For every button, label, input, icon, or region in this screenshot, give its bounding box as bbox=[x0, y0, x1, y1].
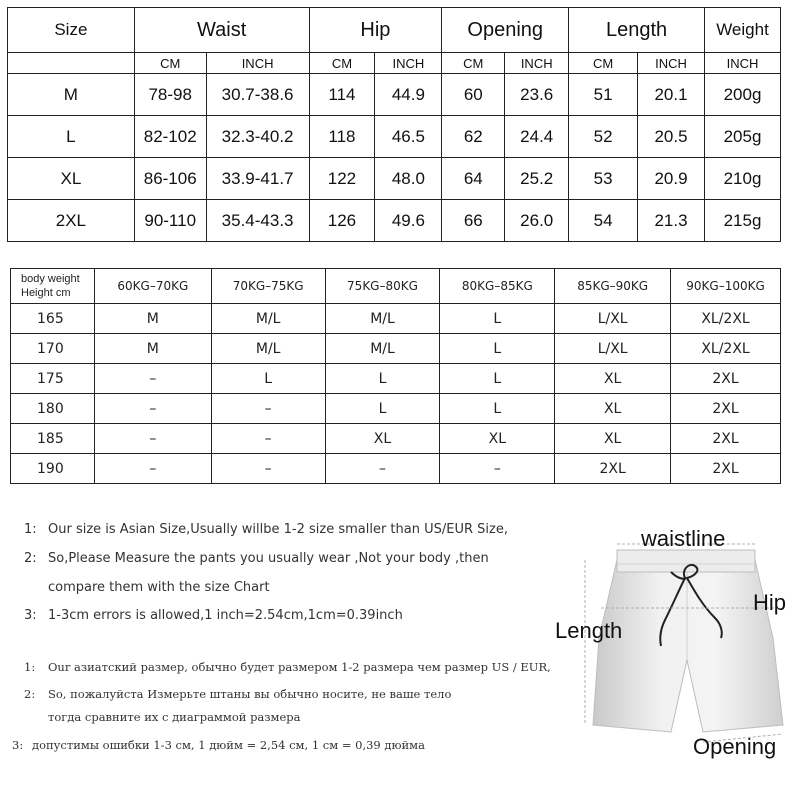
recommended-size-cell: L bbox=[440, 304, 555, 334]
weight-range-header: 60KG–70KG bbox=[94, 269, 211, 304]
unit-cell: INCH bbox=[638, 53, 705, 74]
measurement-cell: 48.0 bbox=[375, 158, 442, 200]
size-row bbox=[8, 158, 781, 200]
height-label: 175 bbox=[11, 364, 95, 394]
measurement-cell: 46.5 bbox=[375, 116, 442, 158]
recommended-size-cell: – bbox=[325, 454, 440, 484]
measurement-cell: 52 bbox=[569, 116, 638, 158]
recommended-size-cell: L bbox=[325, 364, 440, 394]
measurement-cell: 30.7-38.6 bbox=[206, 74, 309, 116]
weight-range-header: 85KG–90KG bbox=[555, 269, 671, 304]
size-row bbox=[8, 200, 781, 242]
recommended-size-cell: XL bbox=[325, 424, 440, 454]
measurement-cell: 66 bbox=[442, 200, 505, 242]
measurement-cell: 49.6 bbox=[375, 200, 442, 242]
label-hip: Hip bbox=[753, 590, 787, 615]
note-number: 3: bbox=[24, 608, 37, 623]
measurement-cell: 35.4-43.3 bbox=[206, 200, 309, 242]
measurement-cell: 114 bbox=[309, 74, 375, 116]
unit-cell: INCH bbox=[206, 53, 309, 74]
recommended-size-cell: XL bbox=[555, 364, 671, 394]
recommended-size-cell: – bbox=[94, 424, 211, 454]
height-label: 165 bbox=[11, 304, 95, 334]
note-text: 1-3cm errors is allowed,1 inch=2.54cm,1cm=0.39inch bbox=[48, 608, 403, 623]
height-label: 180 bbox=[11, 394, 95, 424]
note-en-2 bbox=[24, 551, 489, 566]
unit-cell: INCH bbox=[375, 53, 442, 74]
height-label: 190 bbox=[11, 454, 95, 484]
note-number: 1: bbox=[24, 522, 37, 537]
note-ru-2 bbox=[24, 687, 451, 701]
size-label: L bbox=[8, 116, 135, 158]
measurement-cell: 53 bbox=[569, 158, 638, 200]
size-row bbox=[8, 74, 781, 116]
measurement-cell: 32.3-40.2 bbox=[206, 116, 309, 158]
unit-cell: INCH bbox=[505, 53, 569, 74]
size-label: XL bbox=[8, 158, 135, 200]
height-row bbox=[11, 454, 781, 484]
note-text: Our азиатский размер, обычно будет размером 1-2 размера чем размер US / EUR, bbox=[48, 660, 551, 674]
header-size: Size bbox=[8, 8, 135, 53]
note-en-1 bbox=[24, 522, 508, 537]
measurement-cell: 51 bbox=[569, 74, 638, 116]
recommended-size-cell: L bbox=[211, 364, 325, 394]
measurement-cell: 90-110 bbox=[134, 200, 206, 242]
note-text: Our size is Asian Size,Usually willbe 1-2 size smaller than US/EUR Size, bbox=[48, 522, 508, 537]
note-text: So,Please Measure the pants you usually wear ,Not your body ,then bbox=[48, 551, 489, 566]
measurement-cell: 122 bbox=[309, 158, 375, 200]
fit-table-body bbox=[11, 304, 781, 484]
height-row bbox=[11, 394, 781, 424]
unit-blank bbox=[8, 53, 135, 74]
recommended-size-cell: L/XL bbox=[555, 334, 671, 364]
measurement-cell: 33.9-41.7 bbox=[206, 158, 309, 200]
size-label: 2XL bbox=[8, 200, 135, 242]
note-text: compare them with the size Chart bbox=[48, 580, 270, 595]
measurement-cell: 200g bbox=[704, 74, 780, 116]
weight-range-header: 75KG–80KG bbox=[325, 269, 440, 304]
measurement-cell: 54 bbox=[569, 200, 638, 242]
recommended-size-cell: M/L bbox=[325, 304, 440, 334]
measurement-cell: 210g bbox=[704, 158, 780, 200]
weight-range-header: 70KG–75KG bbox=[211, 269, 325, 304]
measurement-cell: 126 bbox=[309, 200, 375, 242]
size-table-body bbox=[8, 74, 781, 242]
measurement-cell: 64 bbox=[442, 158, 505, 200]
recommended-size-cell: M/L bbox=[211, 334, 325, 364]
measurement-cell: 23.6 bbox=[505, 74, 569, 116]
height-row bbox=[11, 304, 781, 334]
note-text: тогда сравните их с диаграммой размера bbox=[48, 710, 301, 724]
recommended-size-cell: – bbox=[211, 454, 325, 484]
size-measurement-table bbox=[7, 7, 781, 242]
recommended-size-cell: XL bbox=[440, 424, 555, 454]
recommended-size-cell: L/XL bbox=[555, 304, 671, 334]
measurement-cell: 44.9 bbox=[375, 74, 442, 116]
recommended-size-cell: – bbox=[211, 424, 325, 454]
label-opening: Opening bbox=[693, 734, 777, 759]
recommended-size-cell: L bbox=[440, 334, 555, 364]
measurement-cell: 26.0 bbox=[505, 200, 569, 242]
recommended-size-cell: – bbox=[440, 454, 555, 484]
header-opening: Opening bbox=[442, 8, 569, 53]
note-ru-1 bbox=[24, 660, 551, 674]
measurement-cell: 25.2 bbox=[505, 158, 569, 200]
corner-body-weight: body weight bbox=[21, 273, 80, 285]
recommended-size-cell: L bbox=[325, 394, 440, 424]
size-table-unit-row bbox=[8, 53, 781, 74]
note-text: допустимы ошибки 1-3 см, 1 дюйм = 2,54 см, 1 см = 0,39 дюйма bbox=[32, 738, 425, 752]
recommended-size-cell: XL bbox=[555, 424, 671, 454]
size-row bbox=[8, 116, 781, 158]
size-table-header-row bbox=[8, 8, 781, 53]
recommended-size-cell: L bbox=[440, 364, 555, 394]
unit-cell: CM bbox=[569, 53, 638, 74]
measurement-cell: 24.4 bbox=[505, 116, 569, 158]
recommended-size-cell: XL/2XL bbox=[671, 334, 781, 364]
recommended-size-cell: M/L bbox=[211, 304, 325, 334]
measurement-cell: 21.3 bbox=[638, 200, 705, 242]
label-waistline: waistline bbox=[641, 526, 726, 551]
measurement-cell: 86-106 bbox=[134, 158, 206, 200]
recommended-size-cell: 2XL bbox=[555, 454, 671, 484]
recommended-size-cell: M/L bbox=[325, 334, 440, 364]
note-en-2-cont bbox=[24, 580, 270, 595]
height-label: 185 bbox=[11, 424, 95, 454]
note-number: 2: bbox=[24, 687, 36, 701]
measurement-cell: 20.1 bbox=[638, 74, 705, 116]
recommended-size-cell: – bbox=[94, 364, 211, 394]
unit-cell: CM bbox=[134, 53, 206, 74]
weight-range-header: 80KG–85KG bbox=[440, 269, 555, 304]
measurement-cell: 205g bbox=[704, 116, 780, 158]
note-number: 1: bbox=[24, 660, 36, 674]
measurement-cell: 20.9 bbox=[638, 158, 705, 200]
note-en-3 bbox=[24, 608, 403, 623]
measurement-cell: 62 bbox=[442, 116, 505, 158]
measurement-cell: 60 bbox=[442, 74, 505, 116]
header-waist: Waist bbox=[134, 8, 309, 53]
height-row bbox=[11, 424, 781, 454]
note-number: 3: bbox=[12, 738, 24, 752]
recommended-size-cell: 2XL bbox=[671, 454, 781, 484]
fit-table-corner bbox=[11, 269, 95, 304]
height-row bbox=[11, 364, 781, 394]
recommended-size-cell: L bbox=[440, 394, 555, 424]
unit-cell: INCH bbox=[704, 53, 780, 74]
shorts-body bbox=[593, 560, 783, 732]
size-label: M bbox=[8, 74, 135, 116]
label-length: Length bbox=[555, 618, 623, 643]
height-row bbox=[11, 334, 781, 364]
recommended-size-cell: – bbox=[211, 394, 325, 424]
corner-height-cm: Height cm bbox=[21, 287, 71, 299]
note-text: So, пожалуйста Измерьте штаны вы обычно носите, не ваше тело bbox=[48, 687, 452, 701]
height-label: 170 bbox=[11, 334, 95, 364]
recommended-size-cell: – bbox=[94, 454, 211, 484]
recommended-size-cell: – bbox=[94, 394, 211, 424]
note-ru-2-cont bbox=[24, 710, 301, 724]
header-hip: Hip bbox=[309, 8, 442, 53]
unit-cell: CM bbox=[309, 53, 375, 74]
recommended-size-cell: M bbox=[94, 304, 211, 334]
shorts-measurement-illustration bbox=[545, 520, 800, 800]
height-weight-fit-table bbox=[10, 268, 781, 484]
measurement-cell: 215g bbox=[704, 200, 780, 242]
recommended-size-cell: 2XL bbox=[671, 394, 781, 424]
measurement-cell: 20.5 bbox=[638, 116, 705, 158]
header-length: Length bbox=[569, 8, 705, 53]
measurement-cell: 118 bbox=[309, 116, 375, 158]
note-ru-3 bbox=[12, 738, 425, 752]
header-weight: Weight bbox=[704, 8, 780, 53]
note-number: 2: bbox=[24, 551, 37, 566]
unit-cell: CM bbox=[442, 53, 505, 74]
measurement-cell: 82-102 bbox=[134, 116, 206, 158]
recommended-size-cell: M bbox=[94, 334, 211, 364]
measurement-cell: 78-98 bbox=[134, 74, 206, 116]
recommended-size-cell: 2XL bbox=[671, 424, 781, 454]
weight-range-header: 90KG–100KG bbox=[671, 269, 781, 304]
recommended-size-cell: XL bbox=[555, 394, 671, 424]
recommended-size-cell: 2XL bbox=[671, 364, 781, 394]
recommended-size-cell: XL/2XL bbox=[671, 304, 781, 334]
fit-table-header-row bbox=[11, 269, 781, 304]
